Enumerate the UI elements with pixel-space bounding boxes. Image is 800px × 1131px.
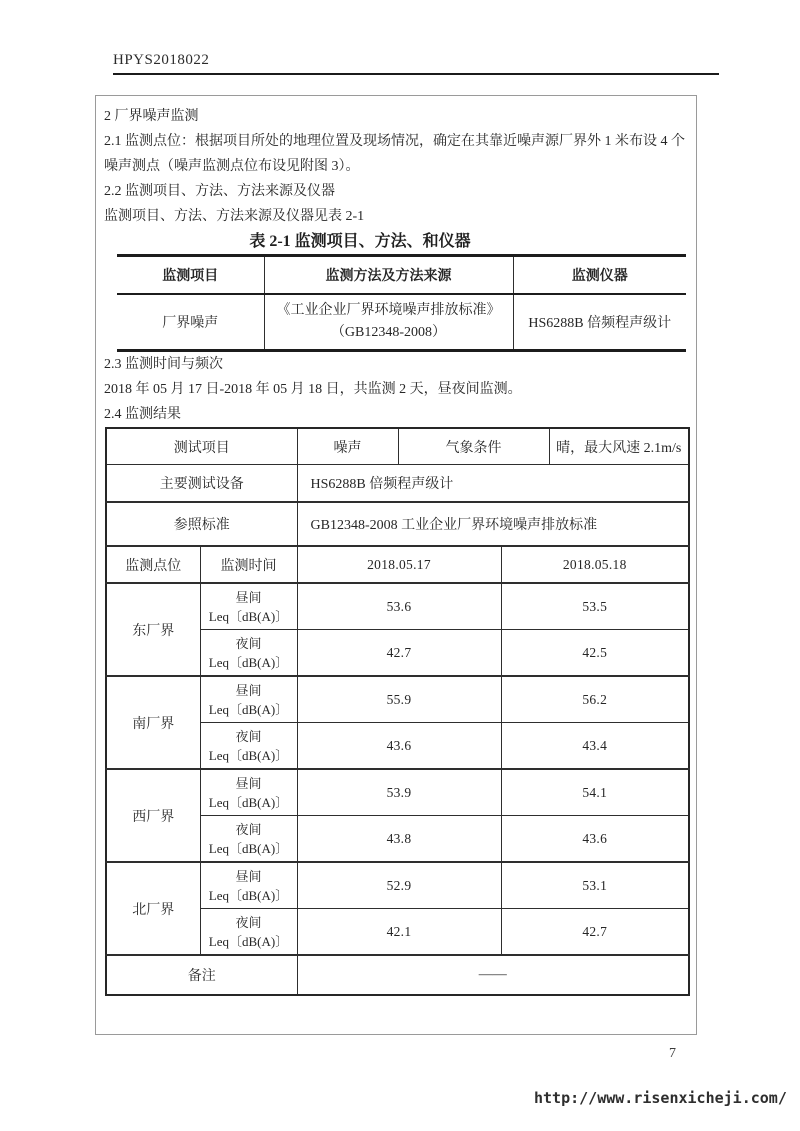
boundary-west: 西厂界 xyxy=(106,769,200,862)
value-west-day-2: 54.1 xyxy=(501,769,689,816)
value-north-day-2: 53.1 xyxy=(501,862,689,909)
document-code: HPYS2018022 xyxy=(113,52,210,68)
weather-label: 气象条件 xyxy=(398,428,549,465)
period-leq-cell xyxy=(200,909,297,956)
value-west-night-2: 43.6 xyxy=(501,816,689,863)
dates-header-row xyxy=(106,546,689,583)
period-day-label: 昼间 xyxy=(235,589,262,605)
boundary-north: 北厂界 xyxy=(106,862,200,955)
point-label: 监测点位 xyxy=(106,546,200,583)
table-2-1-caption: 表 2-1 监测项目、方法、和仪器 xyxy=(249,233,471,250)
period-day-label: 昼间 xyxy=(235,868,262,884)
value-north-night-1: 42.1 xyxy=(297,909,501,956)
value-south-day-2: 56.2 xyxy=(501,676,689,723)
method-standard-name: 《工业企业厂界环境噪声排放标准》 xyxy=(276,303,501,318)
weather-value: 晴，最大风速 2.1m/s xyxy=(549,428,689,465)
page-number: 7 xyxy=(669,1046,676,1061)
period-night-label: 夜间 xyxy=(235,635,262,651)
period-night-label: 夜间 xyxy=(235,821,262,837)
leq-unit-label: Leq〔dB(A)〕 xyxy=(208,608,289,624)
time-label: 监测时间 xyxy=(200,546,297,583)
table-row-west-day xyxy=(106,769,689,816)
leq-unit-label: Leq〔dB(A)〕 xyxy=(208,887,289,903)
test-item-value: 噪声 xyxy=(297,428,398,465)
section-2-3-title: 2.3 监测时间与频次 xyxy=(104,357,223,372)
period-leq-cell xyxy=(200,630,297,677)
period-day-label: 昼间 xyxy=(235,775,262,791)
value-south-night-2: 43.4 xyxy=(501,723,689,770)
value-north-day-1: 52.9 xyxy=(297,862,501,909)
equipment-value: HS6288B 倍频程声级计 xyxy=(297,465,689,503)
period-leq-cell xyxy=(200,723,297,770)
test-item-label: 测试项目 xyxy=(106,428,297,465)
test-item-row xyxy=(106,428,689,465)
section-2-1-line2: 噪声测点（噪声监测点位布设见附图 3）。 xyxy=(104,159,360,174)
standard-label: 参照标准 xyxy=(106,502,297,546)
cell-instrument: HS6288B 倍频程声级计 xyxy=(513,294,686,351)
period-leq-cell xyxy=(200,816,297,863)
table-2-1-header-row xyxy=(117,256,686,295)
monitoring-results-table xyxy=(105,427,690,996)
col-header-method: 监测方法及方法来源 xyxy=(264,256,513,295)
section-2-4-title: 2.4 监测结果 xyxy=(104,407,181,422)
value-south-day-1: 55.9 xyxy=(297,676,501,723)
value-west-day-1: 53.9 xyxy=(297,769,501,816)
value-east-night-1: 42.7 xyxy=(297,630,501,677)
value-north-night-2: 42.7 xyxy=(501,909,689,956)
leq-unit-label: Leq〔dB(A)〕 xyxy=(208,654,289,670)
section-2-1-line1: 2.1 监测点位：根据项目所处的地理位置及现场情况，确定在其靠近噪声源厂界外 1 米布设 4 个 xyxy=(104,134,685,149)
page-content-frame xyxy=(95,95,697,1035)
date-1: 2018.05.17 xyxy=(297,546,501,583)
table-2-1 xyxy=(117,254,686,352)
period-leq-cell xyxy=(200,676,297,723)
remark-row xyxy=(106,955,689,995)
col-header-instrument: 监测仪器 xyxy=(513,256,686,295)
table-row-north-day xyxy=(106,862,689,909)
period-night-label: 夜间 xyxy=(235,728,262,744)
watermark-url: http://www.risenxicheji.com/ xyxy=(534,1089,787,1107)
leq-unit-label: Leq〔dB(A)〕 xyxy=(208,747,289,763)
method-standard-code: （GB12348-2008） xyxy=(330,325,447,340)
section-2-title: 2 厂界噪声监测 xyxy=(104,109,199,124)
table-row xyxy=(117,294,686,351)
section-2-2-note: 监测项目、方法、方法来源及仪器见表 2-1 xyxy=(104,209,365,224)
col-header-item: 监测项目 xyxy=(162,269,219,284)
leq-unit-label: Leq〔dB(A)〕 xyxy=(208,933,289,949)
value-east-day-2: 53.5 xyxy=(501,583,689,630)
equipment-row xyxy=(106,465,689,503)
value-west-night-1: 43.8 xyxy=(297,816,501,863)
header-rule xyxy=(113,73,719,75)
period-leq-cell xyxy=(200,769,297,816)
equipment-label: 主要测试设备 xyxy=(106,465,297,503)
value-east-day-1: 53.6 xyxy=(297,583,501,630)
date-2: 2018.05.18 xyxy=(501,546,689,583)
standard-value: GB12348-2008 工业企业厂界环境噪声排放标准 xyxy=(297,502,689,546)
cell-item: 厂界噪声 xyxy=(162,316,219,331)
standard-row xyxy=(106,502,689,546)
period-leq-cell xyxy=(200,862,297,909)
table-row-south-day xyxy=(106,676,689,723)
section-2-3-note: 2018 年 05 月 17 日-2018 年 05 月 18 日，共监测 2 天，昼夜间监测。 xyxy=(104,382,522,397)
boundary-east: 东厂界 xyxy=(106,583,200,676)
period-night-label: 夜间 xyxy=(235,914,262,930)
boundary-south: 南厂界 xyxy=(106,676,200,769)
remark-label: 备注 xyxy=(106,955,297,995)
value-east-night-2: 42.5 xyxy=(501,630,689,677)
remark-value: —— xyxy=(297,955,689,995)
leq-unit-label: Leq〔dB(A)〕 xyxy=(208,840,289,856)
section-2-2-title: 2.2 监测项目、方法、方法来源及仪器 xyxy=(104,184,335,199)
table-row-east-day xyxy=(106,583,689,630)
period-day-label: 昼间 xyxy=(235,682,262,698)
leq-unit-label: Leq〔dB(A)〕 xyxy=(208,701,289,717)
period-leq-cell xyxy=(200,583,297,630)
cell-method xyxy=(264,294,513,351)
value-south-night-1: 43.6 xyxy=(297,723,501,770)
leq-unit-label: Leq〔dB(A)〕 xyxy=(208,794,289,810)
